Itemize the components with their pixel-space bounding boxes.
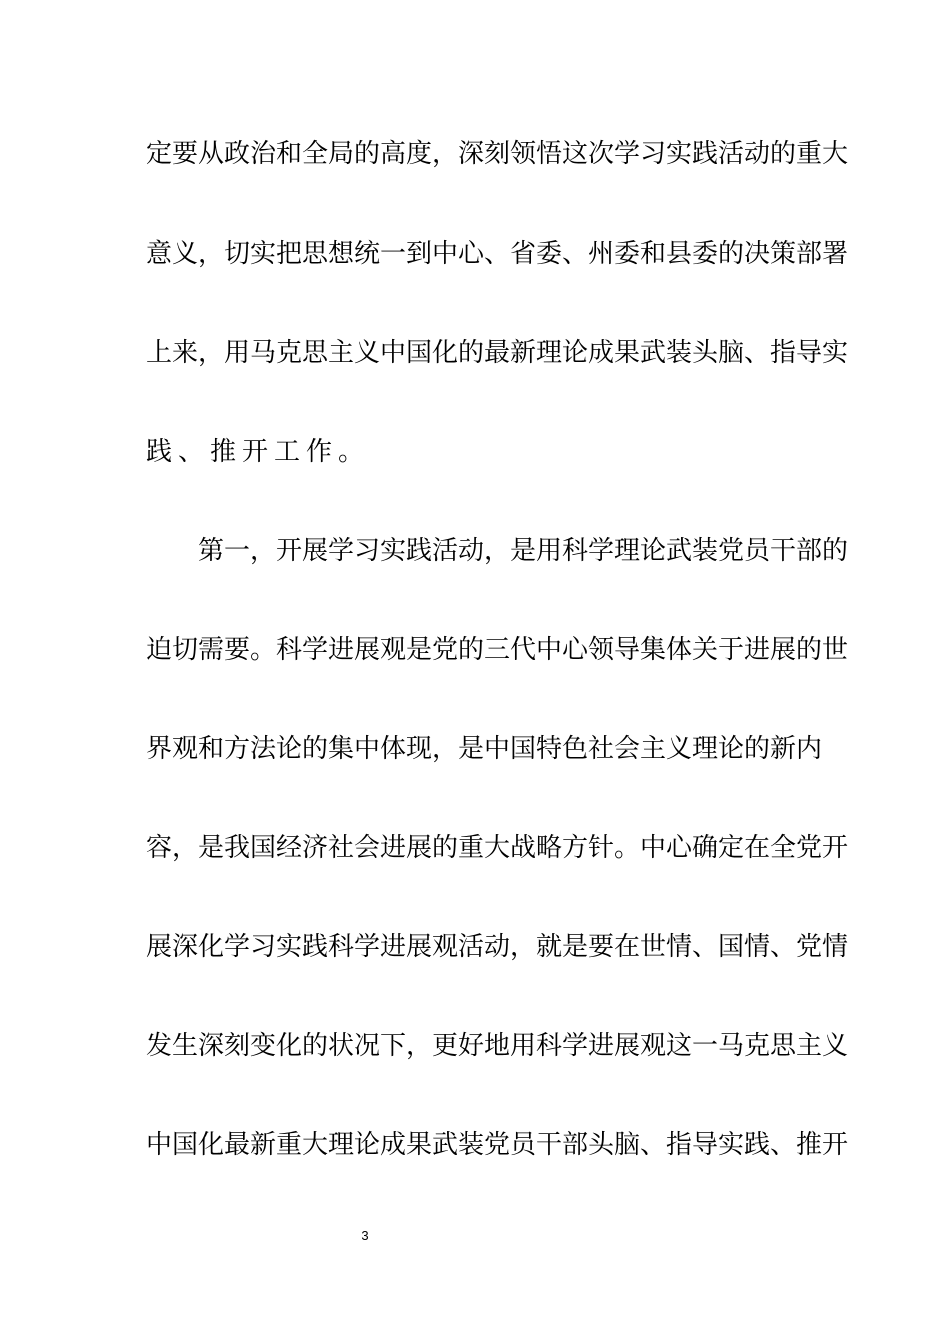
text-line: 迫切需要。科学进展观是党的三代中心领导集体关于进展的世	[146, 635, 849, 665]
text-line: 践、推开工作。	[146, 437, 371, 467]
text-line: 上来，用马克思主义中国化的最新理论成果武装头脑、指导实	[146, 338, 849, 368]
text-line: 中国化最新重大理论成果武装党员干部头脑、指导实践、推开	[146, 1130, 849, 1160]
text-line: 展深化学习实践科学进展观活动，就是要在世情、国情、党情	[146, 932, 849, 962]
text-line: 发生深刻变化的状况下，更好地用科学进展观这一马克思主义	[146, 1031, 849, 1061]
text-line: 定要从政治和全局的高度，深刻领悟这次学习实践活动的重大	[146, 139, 849, 169]
text-line: 意义，切实把思想统一到中心、省委、州委和县委的决策部署	[146, 239, 849, 269]
text-line: 第一，开展学习实践活动，是用科学理论武装党员干部的	[198, 536, 849, 566]
page-number: 3	[361, 1228, 369, 1243]
text-line: 容，是我国经济社会进展的重大战略方针。中心确定在全党开	[146, 833, 849, 863]
text-line: 界观和方法论的集中体现，是中国特色社会主义理论的新内	[146, 734, 823, 764]
